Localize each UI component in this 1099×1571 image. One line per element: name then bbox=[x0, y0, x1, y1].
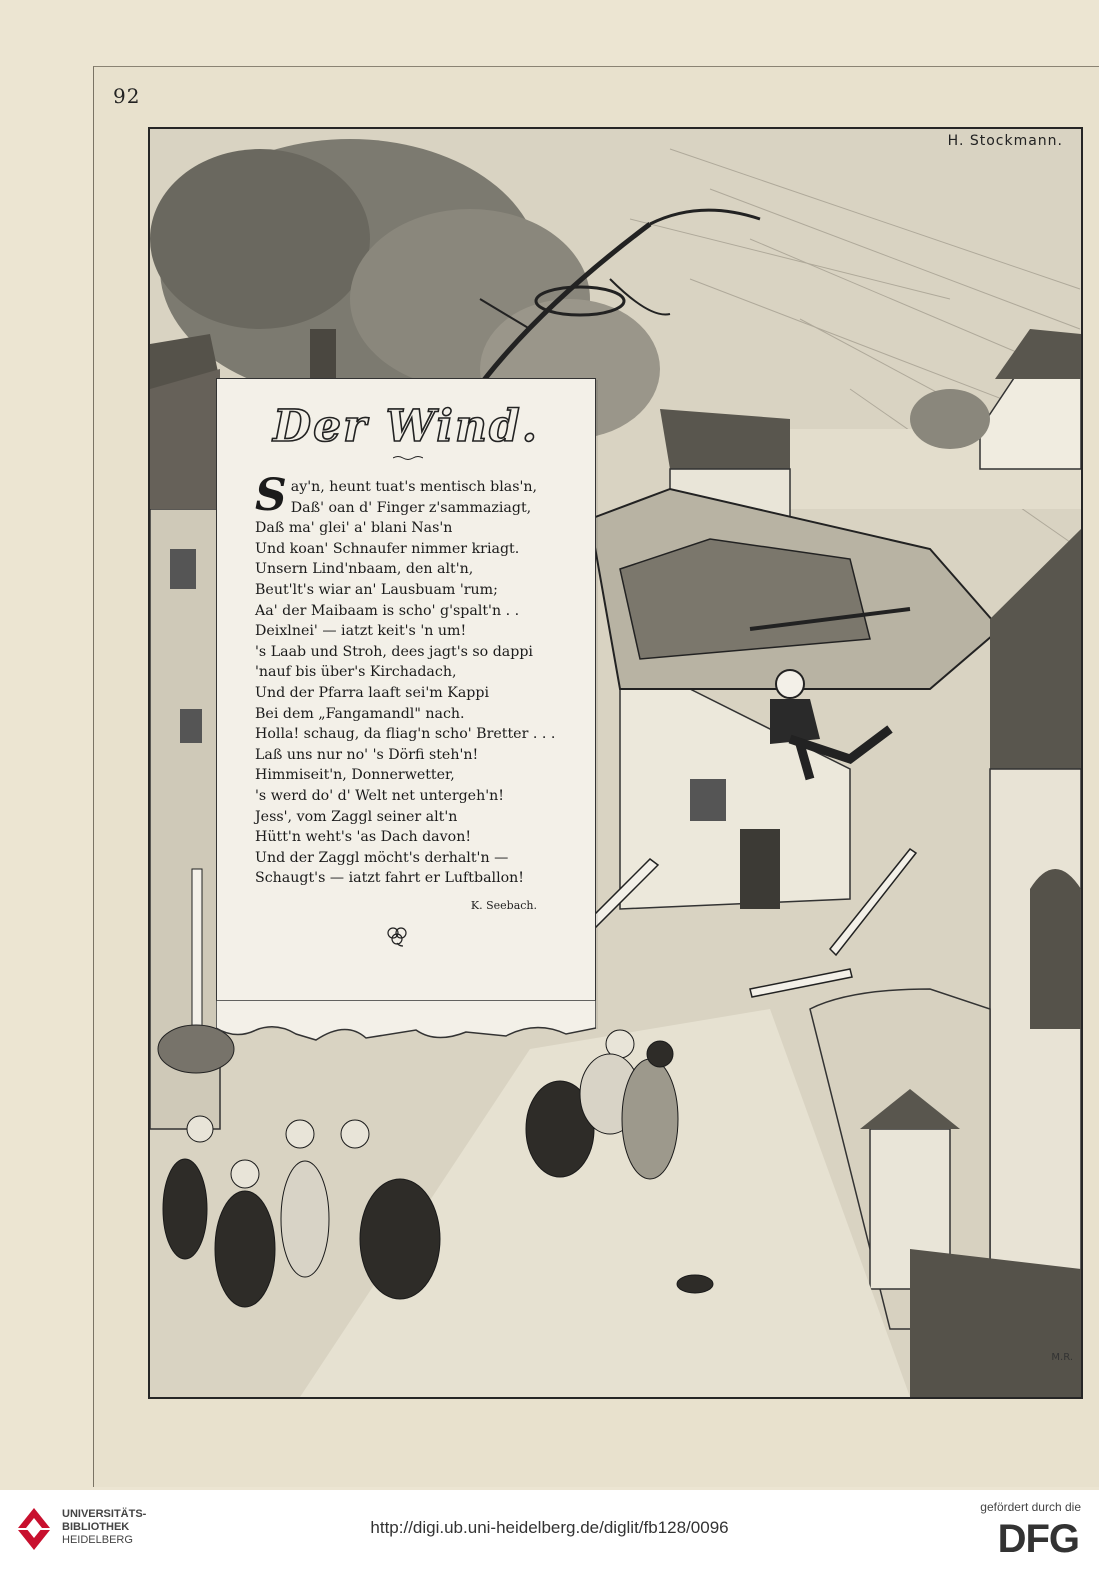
verse-line: 's Laab und Stroh, dees jagt's so dappi bbox=[255, 643, 533, 660]
verse-line: 'nauf bis über's Kirchadach, bbox=[255, 664, 457, 681]
verse-line: Und der Pfarra laaft sei'm Kappi bbox=[255, 684, 489, 701]
footer-bar bbox=[0, 1490, 1099, 1571]
verse-line: Und der Zaggl möcht's derhalt'n — bbox=[255, 849, 509, 866]
torn-sheet-edge bbox=[216, 1000, 596, 1046]
verse-line: Unsern Lind'nbaam, den alt'n, bbox=[255, 561, 474, 578]
poem-title: Der Wind. bbox=[272, 401, 540, 452]
clover-icon bbox=[385, 925, 409, 947]
artist-signature: H. Stockmann. bbox=[947, 133, 1063, 149]
page-number: 92 bbox=[113, 84, 141, 108]
verse-line: Daß' oan d' Finger z'sammaziagt, bbox=[290, 499, 532, 516]
verse-line: Holla! schaug, da fliag'n scho' Bretter . . . bbox=[255, 726, 556, 743]
funded-by-text: gefördert durch die bbox=[980, 1500, 1081, 1514]
verse-line: Jess', vom Zaggl seiner alt'n bbox=[255, 808, 458, 825]
verse-line: Bei dem „Fangamandl" nach. bbox=[255, 705, 465, 722]
verse-line: 's werd do' d' Welt net untergeh'n! bbox=[255, 787, 504, 804]
verse-line: Deixlnei' — iatzt keit's 'n um! bbox=[255, 623, 467, 640]
institution-name: UNIVERSITÄTS- BIBLIOTHEK HEIDELBERG bbox=[62, 1508, 147, 1546]
verse-line: Schaugt's — iatzt fahrt er Luftballon! bbox=[255, 870, 524, 887]
dropcap: S bbox=[255, 470, 287, 521]
verse-line: Say'n, heunt tuat's mentisch blas'n, bbox=[255, 470, 538, 521]
poem-verses bbox=[255, 470, 585, 889]
verse-line: Himmiseit'n, Donnerwetter, bbox=[255, 767, 455, 784]
verse-line: Und koan' Schnaufer nimmer kriagt. bbox=[255, 540, 520, 557]
verse-line: Beut'lt's wiar an' Lausbuam 'rum; bbox=[255, 581, 498, 598]
flourish-ornament bbox=[393, 455, 423, 461]
permalink-url[interactable]: http://digi.ub.uni-heidelberg.de/diglit/fb128/0096 bbox=[370, 1518, 729, 1537]
poem-sheet bbox=[216, 378, 596, 1027]
verse-line: Daß ma' glei' a' blani Nas'n bbox=[255, 520, 453, 537]
poem-author: K. Seebach. bbox=[470, 899, 537, 912]
verse-line: Hütt'n weht's 'as Dach davon! bbox=[255, 829, 472, 846]
verse-line: Aa' der Maibaam is scho' g'spalt'n . . bbox=[255, 602, 520, 619]
verse-line: Laß uns nur no' 's Dörfi steh'n! bbox=[255, 746, 479, 763]
engraver-mark: M.R. bbox=[1051, 1352, 1073, 1363]
dfg-logo: DFG bbox=[997, 1517, 1079, 1561]
